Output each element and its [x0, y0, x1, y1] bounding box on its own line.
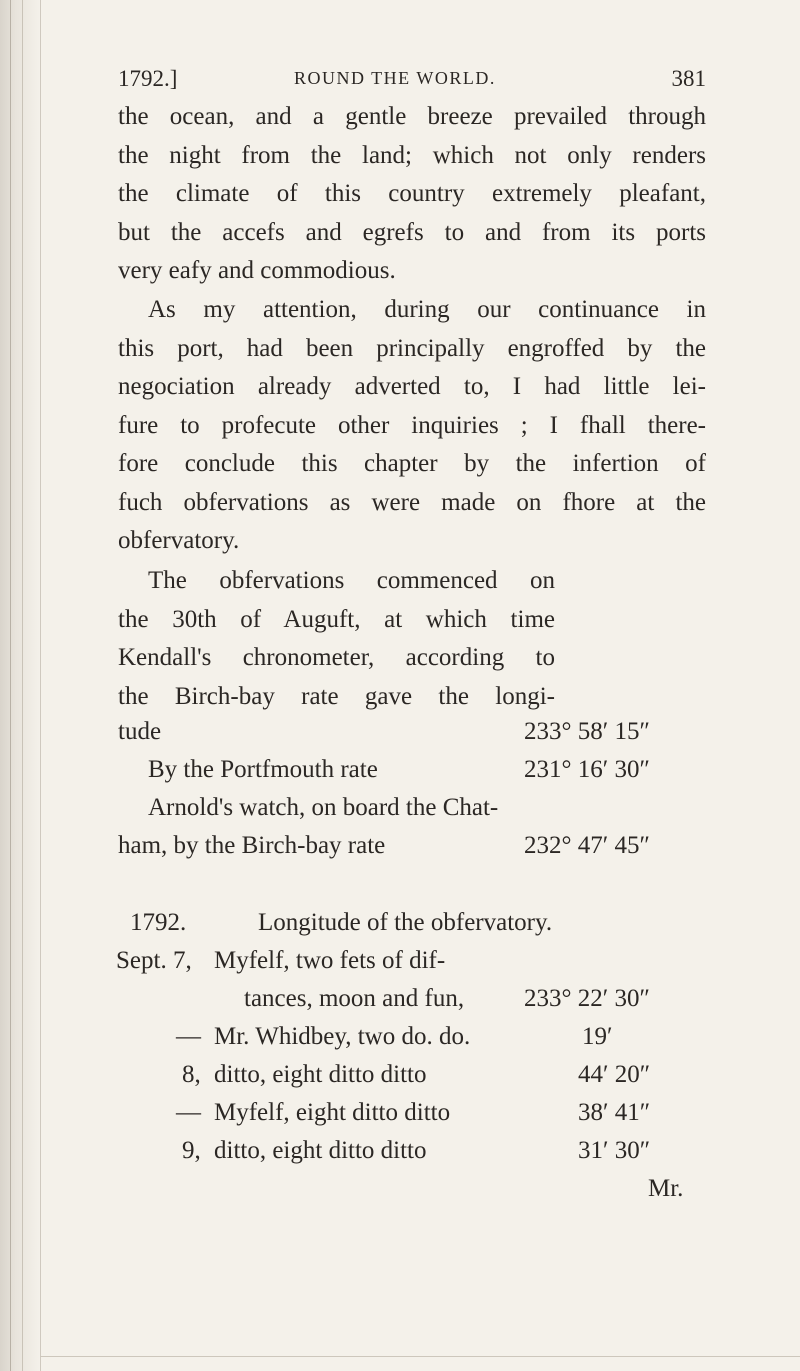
paragraph-ocean-breeze [118, 98, 706, 291]
table-row-date: Sept. 7, [116, 947, 192, 974]
table-row-value: 233° 22′ 30″ [524, 985, 650, 1012]
table-row-value: 19′ [582, 1023, 613, 1050]
text-line: the night from the land; which not only renders [118, 141, 706, 169]
text-line: The obfervations commenced on [148, 567, 555, 594]
table-row-text: Myfelf, two fets of dif- [214, 947, 446, 974]
text-line: fore conclude this chapter by the infertion of [118, 450, 706, 477]
longitude-value: 233° 58′ 15″ [524, 718, 650, 745]
table-row-date: — [176, 1023, 201, 1050]
table-row-text: tances, moon and fun, [244, 985, 465, 1012]
text-line: very eafy and commodious. [118, 257, 396, 284]
header-title: ROUND THE WORLD. [294, 68, 496, 88]
text-line: the 30th of Auguft, at which time [118, 605, 555, 633]
table-row-text: Myfelf, eight ditto ditto [214, 1099, 451, 1126]
longitude-label: By the Portfmouth rate [148, 756, 378, 783]
text-line: the ocean, and a gentle breeze prevailed through [118, 103, 706, 130]
table-heading: Longitude of the obfervatory. [258, 909, 553, 936]
page-bottom-edge [40, 1356, 800, 1357]
text-line: obfervatory. [118, 527, 240, 554]
longitude-row [118, 756, 706, 794]
running-header [118, 66, 706, 96]
table-row-text: ditto, eight ditto ditto [214, 1061, 427, 1088]
table-row-value: 44′ 20″ [578, 1061, 651, 1088]
longitude-label: tude [118, 718, 162, 745]
longitude-row [118, 718, 706, 756]
book-spine-edge [0, 0, 41, 1371]
text-line: fure to profecute other inquiries ; I fhall there- [118, 411, 706, 439]
longitude-value: 231° 16′ 30″ [524, 756, 650, 783]
text-line: this port, had been principally engroffed by the [118, 334, 706, 362]
table-row-text: Mr. Whidbey, two do. do. [214, 1023, 471, 1050]
paragraph-attention [118, 291, 706, 561]
table-row-text: ditto, eight ditto ditto [214, 1137, 427, 1164]
longitude-row [118, 794, 706, 832]
text-line: the Birch-bay rate gave the longi- [118, 682, 555, 710]
table-row-date: — [176, 1099, 201, 1126]
page-number: 381 [671, 66, 706, 91]
paragraph-observations [118, 562, 555, 716]
table-year: 1792. [130, 909, 187, 936]
text-line: negociation already adverted to, I had little lei- [118, 373, 706, 400]
longitude-label: ham, by the Birch-bay rate [118, 832, 386, 859]
table-row-value: 38′ 41″ [578, 1099, 651, 1126]
catchword: Mr. [648, 1175, 684, 1202]
text-line: the climate of this country extremely pleafant, [118, 180, 706, 207]
text-line: fuch obfervations as were made on fhore at the [118, 488, 706, 516]
text-line: As my attention, during our continuance in [148, 296, 706, 323]
text-line: Kendall's chronometer, according to [118, 644, 555, 671]
table-row-value: 31′ 30″ [578, 1137, 651, 1164]
table-row-date: 8, [182, 1061, 201, 1088]
longitude-value: 232° 47′ 45″ [524, 832, 650, 859]
longitude-row [118, 832, 706, 870]
text-line: but the accefs and egrefs to and from its ports [118, 218, 706, 246]
table-row-date: 9, [182, 1137, 201, 1164]
header-year: 1792.] [118, 66, 178, 91]
longitude-label: Arnold's watch, on board the Chat- [148, 794, 499, 821]
